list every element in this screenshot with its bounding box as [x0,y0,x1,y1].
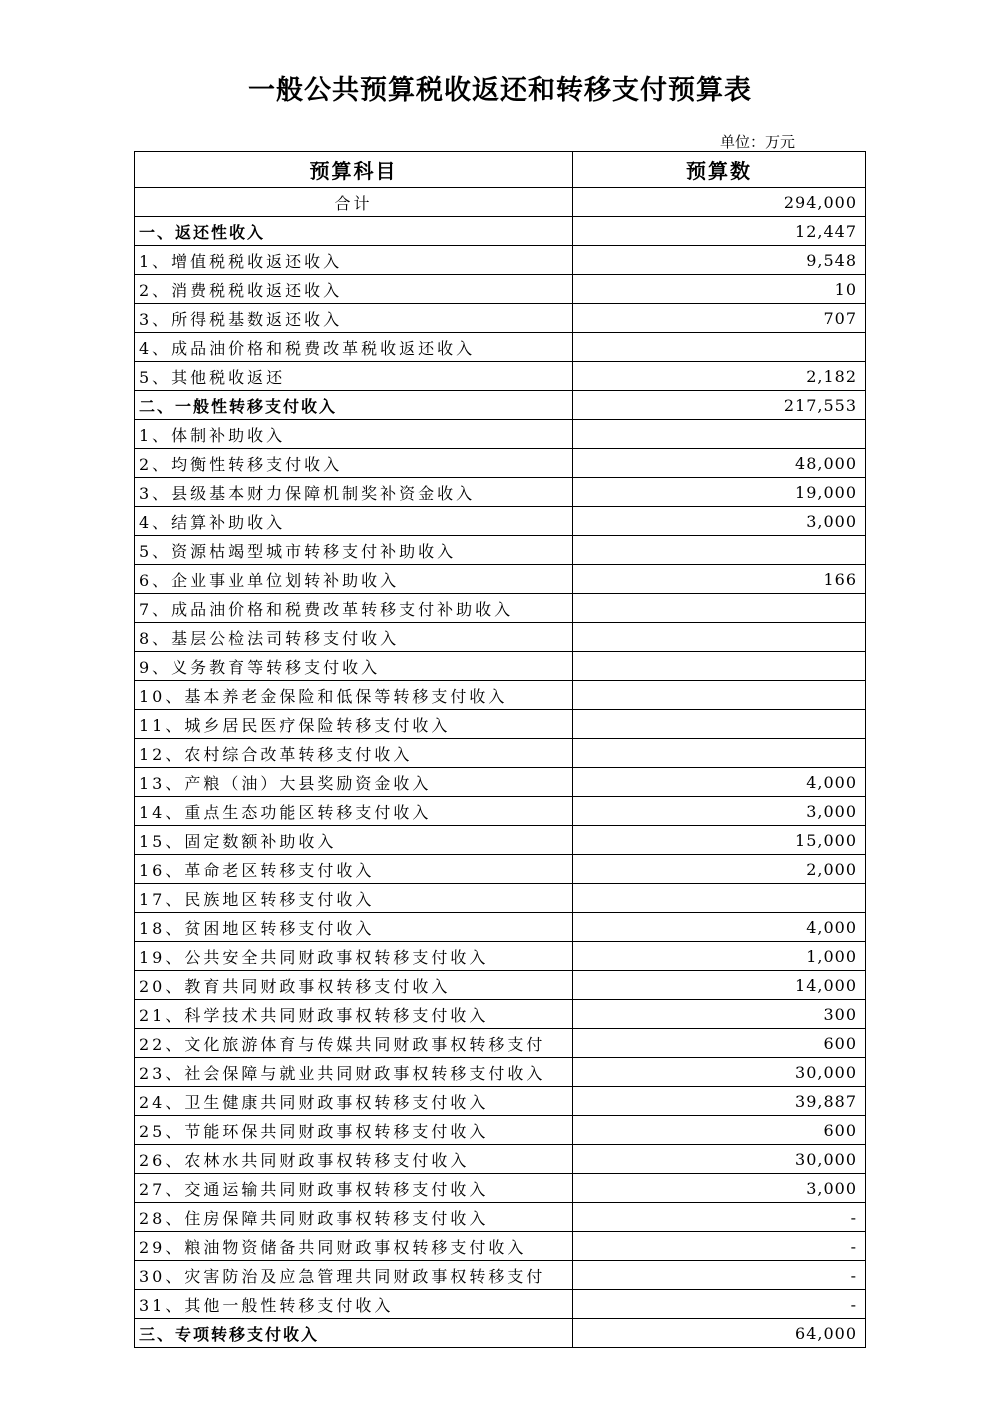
table-row [135,1203,866,1232]
row-amount: 30,000 [573,1145,866,1174]
table-header-row [135,152,866,188]
row-subject: 5、资源枯竭型城市转移支付补助收入 [135,536,573,565]
row-subject: 14、重点生态功能区转移支付收入 [135,797,573,826]
table-row [135,1232,866,1261]
header-subject: 预算科目 [135,152,573,188]
table-row [135,942,866,971]
table-row [135,681,866,710]
row-subject: 4、结算补助收入 [135,507,573,536]
row-amount: 4,000 [573,913,866,942]
row-subject: 8、基层公检法司转移支付收入 [135,623,573,652]
table-row [135,275,866,304]
row-amount: 1,000 [573,942,866,971]
row-amount: 48,000 [573,449,866,478]
row-amount [573,594,866,623]
row-subject: 10、基本养老金保险和低保等转移支付收入 [135,681,573,710]
table-row [135,333,866,362]
row-amount [573,739,866,768]
row-subject: 二、一般性转移支付收入 [135,391,573,420]
row-amount: 600 [573,1029,866,1058]
row-amount [573,623,866,652]
row-subject: 合计 [135,188,573,217]
row-amount [573,536,866,565]
row-subject: 21、科学技术共同财政事权转移支付收入 [135,1000,573,1029]
table-row [135,246,866,275]
table-row [135,391,866,420]
row-subject: 18、贫困地区转移支付收入 [135,913,573,942]
table-row [135,304,866,333]
table-row [135,188,866,217]
row-amount [573,710,866,739]
row-amount: 166 [573,565,866,594]
row-subject: 三、专项转移支付收入 [135,1319,573,1348]
row-subject: 3、县级基本财力保障机制奖补资金收入 [135,478,573,507]
table-row [135,594,866,623]
table-row [135,1290,866,1319]
row-amount: - [573,1203,866,1232]
row-subject: 30、灾害防治及应急管理共同财政事权转移支付 [135,1261,573,1290]
row-amount: 12,447 [573,217,866,246]
row-amount: 9,548 [573,246,866,275]
table-row [135,507,866,536]
row-amount: 4,000 [573,768,866,797]
table-row [135,652,866,681]
row-amount: 10 [573,275,866,304]
table-row [135,1087,866,1116]
row-subject: 7、成品油价格和税费改革转移支付补助收入 [135,594,573,623]
row-amount [573,333,866,362]
table-row [135,1319,866,1348]
row-amount: - [573,1261,866,1290]
row-amount [573,884,866,913]
table-row [135,1145,866,1174]
row-subject: 17、民族地区转移支付收入 [135,884,573,913]
row-subject: 20、教育共同财政事权转移支付收入 [135,971,573,1000]
row-amount: - [573,1232,866,1261]
row-amount: 39,887 [573,1087,866,1116]
row-subject: 26、农林水共同财政事权转移支付收入 [135,1145,573,1174]
table-row [135,478,866,507]
row-subject: 22、文化旅游体育与传媒共同财政事权转移支付 [135,1029,573,1058]
row-subject: 25、节能环保共同财政事权转移支付收入 [135,1116,573,1145]
row-amount [573,652,866,681]
row-subject: 11、城乡居民医疗保险转移支付收入 [135,710,573,739]
table-row [135,971,866,1000]
row-subject: 15、固定数额补助收入 [135,826,573,855]
table-row [135,449,866,478]
row-subject: 13、产粮（油）大县奖励资金收入 [135,768,573,797]
row-subject: 5、其他税收返还 [135,362,573,391]
table-row [135,797,866,826]
row-subject: 1、增值税税收返还收入 [135,246,573,275]
table-row [135,855,866,884]
row-subject: 19、公共安全共同财政事权转移支付收入 [135,942,573,971]
row-amount: 300 [573,1000,866,1029]
row-subject: 一、返还性收入 [135,217,573,246]
row-amount: 600 [573,1116,866,1145]
row-amount: - [573,1290,866,1319]
page-title: 一般公共预算税收返还和转移支付预算表 [248,75,752,106]
row-amount: 3,000 [573,507,866,536]
row-amount: 14,000 [573,971,866,1000]
row-amount: 3,000 [573,1174,866,1203]
budget-table [134,151,866,1348]
table-row [135,536,866,565]
table-body [135,188,866,1348]
row-subject: 2、均衡性转移支付收入 [135,449,573,478]
header-amount: 预算数 [573,152,866,188]
row-subject: 6、企业事业单位划转补助收入 [135,565,573,594]
row-subject: 23、社会保障与就业共同财政事权转移支付收入 [135,1058,573,1087]
row-subject: 31、其他一般性转移支付收入 [135,1290,573,1319]
row-amount: 294,000 [573,188,866,217]
row-subject: 4、成品油价格和税费改革税收返还收入 [135,333,573,362]
table-row [135,1058,866,1087]
row-amount: 707 [573,304,866,333]
row-subject: 29、粮油物资储备共同财政事权转移支付收入 [135,1232,573,1261]
table-row [135,623,866,652]
table-row [135,739,866,768]
table-row [135,1116,866,1145]
row-subject: 16、革命老区转移支付收入 [135,855,573,884]
row-subject: 2、消费税税收返还收入 [135,275,573,304]
row-amount: 2,182 [573,362,866,391]
row-amount [573,420,866,449]
row-subject: 1、体制补助收入 [135,420,573,449]
table-row [135,420,866,449]
row-amount: 217,553 [573,391,866,420]
unit-label: 单位：万元 [720,133,796,151]
row-amount: 19,000 [573,478,866,507]
table-row [135,362,866,391]
table-row [135,913,866,942]
row-amount [573,681,866,710]
table-row [135,1000,866,1029]
row-subject: 9、义务教育等转移支付收入 [135,652,573,681]
table-row [135,884,866,913]
table-row [135,826,866,855]
table-row [135,710,866,739]
row-subject: 3、所得税基数返还收入 [135,304,573,333]
table-row [135,1261,866,1290]
row-amount: 2,000 [573,855,866,884]
row-subject: 28、住房保障共同财政事权转移支付收入 [135,1203,573,1232]
row-amount: 30,000 [573,1058,866,1087]
row-subject: 24、卫生健康共同财政事权转移支付收入 [135,1087,573,1116]
row-amount: 15,000 [573,826,866,855]
table-row [135,217,866,246]
row-amount: 3,000 [573,797,866,826]
row-subject: 12、农村综合改革转移支付收入 [135,739,573,768]
table-row [135,1029,866,1058]
table-row [135,565,866,594]
row-subject: 27、交通运输共同财政事权转移支付收入 [135,1174,573,1203]
table-row [135,1174,866,1203]
table-row [135,768,866,797]
row-amount: 64,000 [573,1319,866,1348]
